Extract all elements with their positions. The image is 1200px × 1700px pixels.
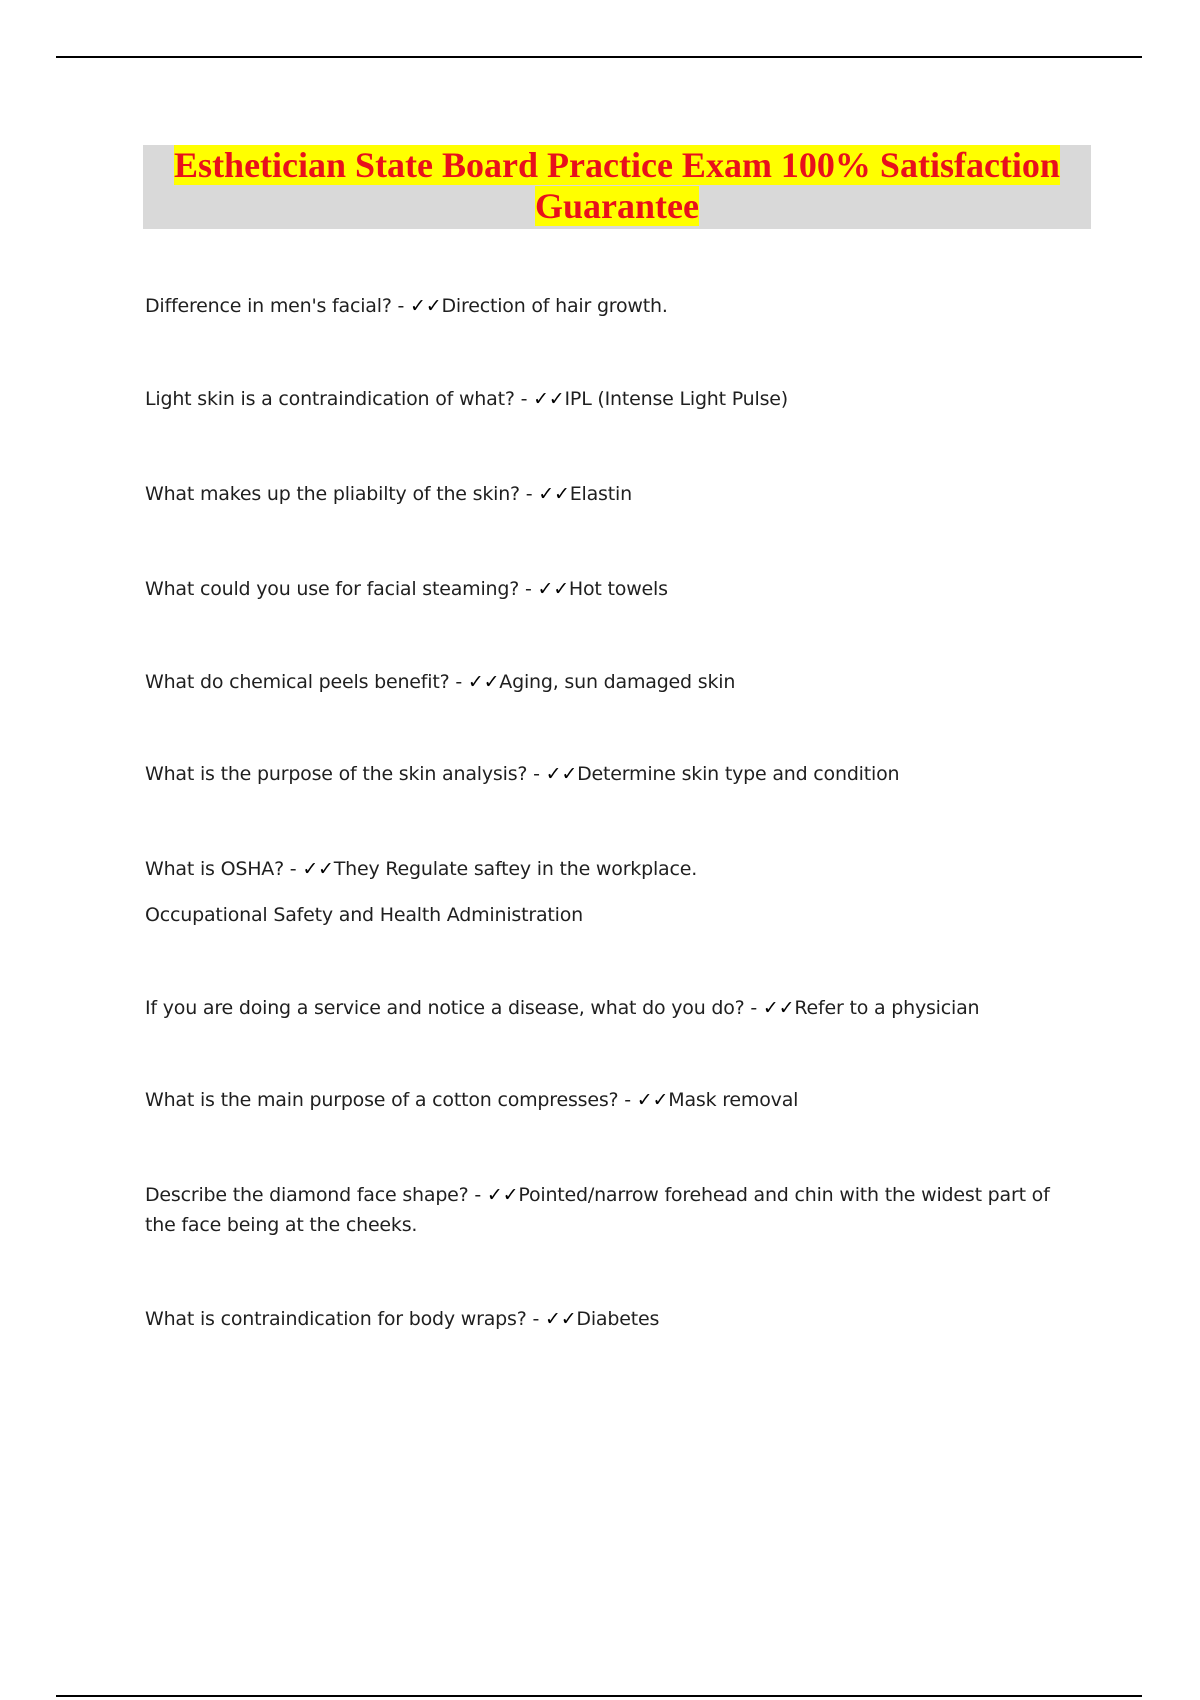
question-text: What could you use for facial steaming?	[145, 578, 520, 600]
question-text: Difference in men's facial?	[145, 295, 392, 317]
separator: -	[283, 858, 303, 880]
separator: -	[391, 295, 411, 317]
qa-item	[145, 993, 1085, 1023]
qa-item	[145, 1180, 1085, 1240]
page-title: Esthetician State Board Practice Exam 100% Satisfaction Guarantee	[174, 145, 1060, 226]
title-banner	[143, 145, 1091, 229]
separator: -	[514, 388, 534, 410]
answer-text: Elastin	[569, 483, 632, 505]
qa-item	[145, 384, 1085, 414]
qa-item	[145, 291, 1085, 321]
footer-rule	[56, 1695, 1142, 1697]
question-text: What is the purpose of the skin analysis?	[145, 763, 528, 785]
separator: -	[744, 997, 763, 1019]
double-check-icon: ✓✓	[545, 763, 578, 785]
double-check-icon: ✓✓	[410, 295, 442, 317]
double-check-icon: ✓✓	[486, 1184, 519, 1206]
question-text: What is the main purpose of a cotton compresses?	[145, 1089, 619, 1111]
separator: -	[618, 1089, 637, 1111]
double-check-icon: ✓✓	[467, 671, 500, 693]
double-check-icon: ✓✓	[537, 578, 569, 600]
question-text: What is contraindication for body wraps?	[145, 1308, 527, 1330]
question-text: What do chemical peels benefit?	[145, 671, 450, 693]
question-text: Light skin is a contraindication of what?	[145, 388, 515, 410]
separator: -	[519, 483, 539, 505]
question-text: If you are doing a service and notice a disease, what do you do?	[145, 997, 745, 1019]
question-text: What makes up the pliabilty of the skin?	[145, 483, 520, 505]
separator: -	[468, 1184, 487, 1206]
answer-text: Determine skin type and condition	[577, 763, 900, 785]
answer-text: Direction of hair growth.	[441, 295, 668, 317]
separator: -	[449, 671, 468, 693]
answer-text: Hot towels	[568, 578, 668, 600]
double-check-icon: ✓✓	[538, 483, 570, 505]
separator: -	[519, 578, 538, 600]
qa-item	[145, 854, 1085, 884]
header-rule	[56, 56, 1142, 58]
qa-item	[145, 479, 1085, 509]
separator: -	[527, 763, 546, 785]
double-check-icon: ✓✓	[544, 1308, 577, 1330]
qa-item	[145, 1085, 1085, 1115]
answer-text: Mask removal	[668, 1089, 799, 1111]
answer-text: They Regulate saftey in the workplace.	[333, 858, 698, 880]
answer-text: IPL (Intense Light Pulse)	[564, 388, 788, 410]
answer-text: Aging, sun damaged skin	[499, 671, 736, 693]
double-check-icon: ✓✓	[762, 997, 795, 1019]
separator: -	[526, 1308, 545, 1330]
question-text: What is OSHA?	[145, 858, 284, 880]
qa-item	[145, 759, 1085, 789]
answer-text: Diabetes	[576, 1308, 660, 1330]
double-check-icon: ✓✓	[533, 388, 565, 410]
double-check-icon: ✓✓	[302, 858, 334, 880]
qa-item	[145, 1304, 1085, 1334]
answer-text: Pointed/narrow forehead and chin with the widest part of the face being at the cheeks.	[145, 1184, 1050, 1236]
qa-item	[145, 667, 1085, 697]
double-check-icon: ✓✓	[636, 1089, 669, 1111]
answer-text: Refer to a physician	[794, 997, 980, 1019]
question-text: Describe the diamond face shape?	[145, 1184, 469, 1206]
qa-item	[145, 574, 1085, 604]
qa-note: Occupational Safety and Health Administration	[145, 904, 584, 926]
